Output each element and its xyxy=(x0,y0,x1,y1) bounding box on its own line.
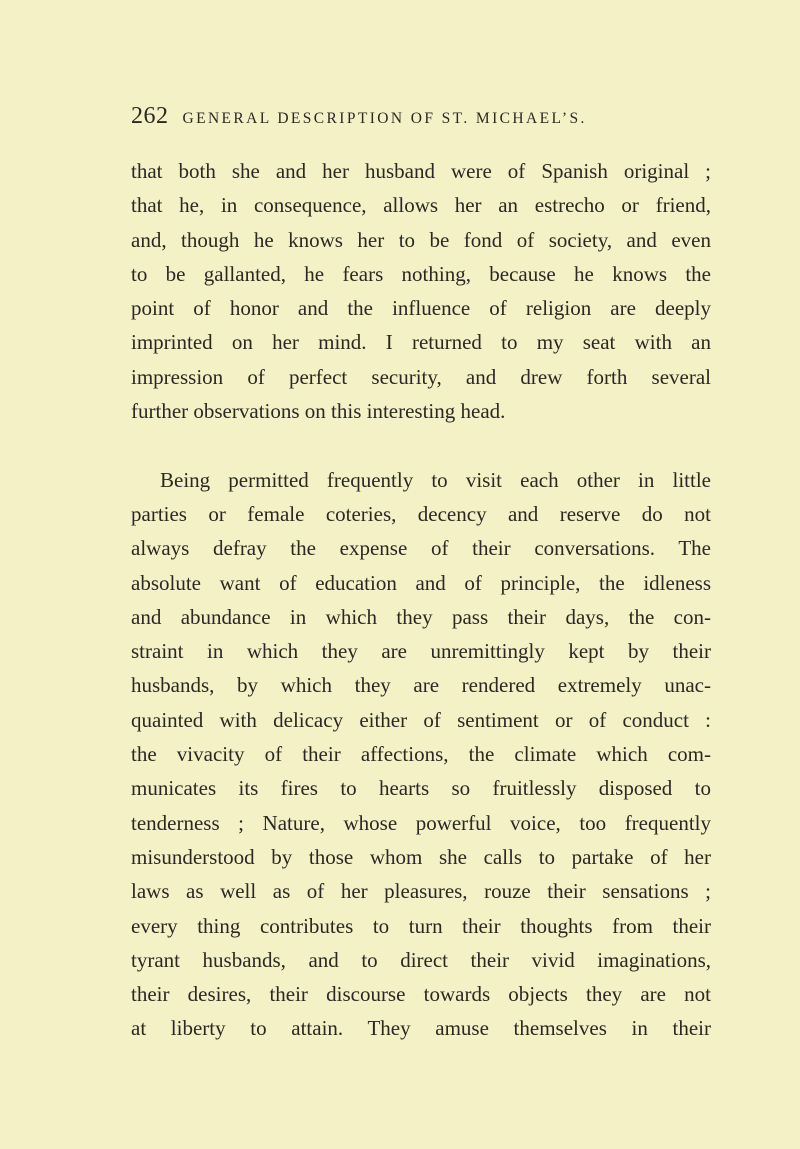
text-line: their desires, their discourse towards objects they are not xyxy=(131,982,711,1007)
text-line: and, though he knows her to be fond of society, and even xyxy=(131,227,711,252)
text-line: point of honor and the influence of religion are deeply xyxy=(131,296,711,321)
text-line: municates its fires to hearts so fruitlessly disposed to xyxy=(131,776,711,801)
text-line: tenderness ; Nature, whose powerful voice, too frequently xyxy=(131,810,711,835)
paragraph-1 xyxy=(131,154,711,428)
text-line: that he, in consequence, allows her an estrecho or friend, xyxy=(131,193,711,218)
text-line: and abundance in which they pass their days, the con- xyxy=(131,604,711,629)
text-line: at liberty to attain. They amuse themselves in their xyxy=(131,1016,711,1041)
text-line: that both she and her husband were of Spanish original ; xyxy=(131,159,711,183)
text-line: quainted with delicacy either of sentiment or of conduct : xyxy=(131,707,711,732)
text-line: laws as well as of her pleasures, rouze their sensations ; xyxy=(131,879,711,904)
page-number: 262 xyxy=(131,103,169,129)
text-line: to be gallanted, he fears nothing, because he knows the xyxy=(131,261,711,286)
text-line: always defray the expense of their conversations. The xyxy=(131,536,711,561)
text-line: straint in which they are unremittingly kept by their xyxy=(131,639,711,664)
text-line: every thing contributes to turn their thoughts from their xyxy=(131,913,711,938)
text-line: the vivacity of their affections, the climate which com- xyxy=(131,742,711,767)
body-text xyxy=(131,154,711,1046)
text-line: tyrant husbands, and to direct their vivid imaginations, xyxy=(131,947,711,972)
paragraph-2 xyxy=(131,463,711,1046)
text-line: parties or female coteries, decency and reserve do not xyxy=(131,501,711,526)
text-line: absolute want of education and of principle, the idleness xyxy=(131,570,711,595)
text-line: further observations on this interesting head. xyxy=(131,399,506,424)
paragraph-gap xyxy=(131,428,711,462)
running-head xyxy=(131,103,711,133)
text-line: husbands, by which they are rendered extremely unac- xyxy=(131,673,711,698)
text-line: impression of perfect security, and drew forth several xyxy=(131,364,711,389)
running-title: GENERAL DESCRIPTION OF ST. MICHAEL’S. xyxy=(182,110,587,127)
text-line: Being permitted frequently to visit each other in little xyxy=(160,467,711,492)
text-line: imprinted on her mind. I returned to my seat with an xyxy=(131,330,711,355)
text-line: misunderstood by those whom she calls to partake of her xyxy=(131,844,711,869)
